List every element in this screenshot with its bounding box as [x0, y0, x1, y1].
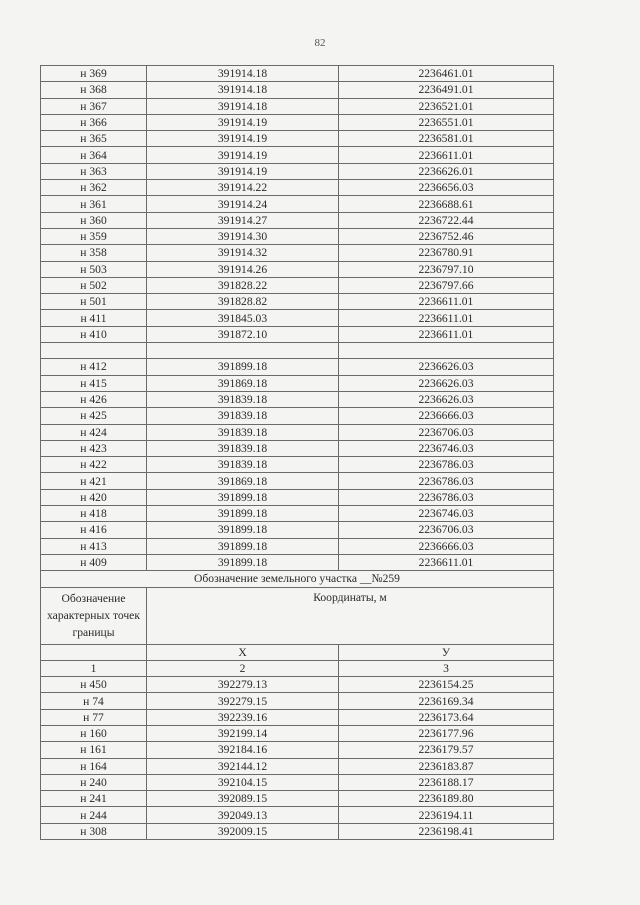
point-id: н 164	[41, 758, 147, 774]
x-coordinate: 392104.15	[147, 774, 339, 790]
x-coordinate: 391914.19	[147, 131, 339, 147]
y-coordinate: 2236666.03	[339, 538, 554, 554]
x-coordinate: 391899.18	[147, 359, 339, 375]
table-row	[41, 807, 554, 823]
table-row	[41, 506, 554, 522]
column-number-1: 1	[41, 660, 147, 676]
point-id: н 366	[41, 114, 147, 130]
point-id: н 418	[41, 506, 147, 522]
point-id: н 360	[41, 212, 147, 228]
point-id: н 369	[41, 66, 147, 82]
y-coordinate: 2236797.66	[339, 277, 554, 293]
table-row	[41, 82, 554, 98]
x-coordinate: 391869.18	[147, 375, 339, 391]
y-coordinate: 2236611.01	[339, 294, 554, 310]
y-coordinate: 2236169.34	[339, 693, 554, 709]
point-id: н 420	[41, 489, 147, 505]
x-coordinate: 391869.18	[147, 473, 339, 489]
x-coordinate: 391899.18	[147, 538, 339, 554]
y-coordinate: 2236626.01	[339, 163, 554, 179]
parcel-title: Обозначение земельного участка __№259	[41, 571, 554, 587]
parcel-header	[41, 571, 554, 677]
x-axis-label: X	[147, 644, 339, 660]
table-row	[41, 375, 554, 391]
y-coordinate: 2236797.10	[339, 261, 554, 277]
x-coordinate: 391914.27	[147, 212, 339, 228]
blank-row	[41, 343, 554, 359]
point-id: н 240	[41, 774, 147, 790]
y-coordinate: 2236154.25	[339, 677, 554, 693]
x-coordinate: 391899.18	[147, 522, 339, 538]
y-coordinate: 2236189.80	[339, 791, 554, 807]
point-id: н 415	[41, 375, 147, 391]
point-id: н 450	[41, 677, 147, 693]
table-row	[41, 294, 554, 310]
x-coordinate: 392184.16	[147, 742, 339, 758]
section-1-rows	[41, 66, 554, 343]
y-coordinate: 2236611.01	[339, 326, 554, 342]
column-number-row	[41, 660, 554, 676]
y-coordinate: 2236611.01	[339, 554, 554, 570]
table-row	[41, 554, 554, 570]
point-id: н 244	[41, 807, 147, 823]
table-row	[41, 310, 554, 326]
x-coordinate: 391914.26	[147, 261, 339, 277]
table-row	[41, 212, 554, 228]
table-row	[41, 66, 554, 82]
x-coordinate: 391914.22	[147, 180, 339, 196]
x-coordinate: 391914.19	[147, 163, 339, 179]
table-row	[41, 261, 554, 277]
x-coordinate: 391839.18	[147, 391, 339, 407]
x-coordinate: 391845.03	[147, 310, 339, 326]
x-coordinate: 391914.18	[147, 66, 339, 82]
point-id: н 412	[41, 359, 147, 375]
y-coordinate: 2236179.57	[339, 742, 554, 758]
x-coordinate: 391914.18	[147, 82, 339, 98]
x-coordinate: 392239.16	[147, 709, 339, 725]
table-row	[41, 693, 554, 709]
x-coordinate: 391839.18	[147, 457, 339, 473]
page-number: 82	[314, 37, 326, 49]
y-coordinate: 2236194.11	[339, 807, 554, 823]
point-id: н 241	[41, 791, 147, 807]
table-row	[41, 98, 554, 114]
table-row	[41, 489, 554, 505]
y-coordinate: 2236722.44	[339, 212, 554, 228]
section-3-rows	[41, 677, 554, 840]
point-id: н 77	[41, 709, 147, 725]
coordinates-header: Координаты, м	[147, 587, 554, 644]
y-coordinate: 2236183.87	[339, 758, 554, 774]
point-id: н 365	[41, 131, 147, 147]
table-row	[41, 538, 554, 554]
y-coordinate: 2236581.01	[339, 131, 554, 147]
table-row	[41, 424, 554, 440]
x-coordinate: 391899.18	[147, 506, 339, 522]
y-coordinate: 2236656.03	[339, 180, 554, 196]
y-coordinate: 2236666.03	[339, 408, 554, 424]
y-coordinate: 2236611.01	[339, 147, 554, 163]
table-row	[41, 709, 554, 725]
table-row	[41, 791, 554, 807]
x-coordinate: 391839.18	[147, 440, 339, 456]
x-coordinate: 392049.13	[147, 807, 339, 823]
point-id: н 421	[41, 473, 147, 489]
point-id: н 359	[41, 228, 147, 244]
y-coordinate: 2236706.03	[339, 522, 554, 538]
table-row	[41, 180, 554, 196]
point-id: н 411	[41, 310, 147, 326]
column-number-2: 2	[147, 660, 339, 676]
point-id: н 422	[41, 457, 147, 473]
point-id: н 410	[41, 326, 147, 342]
point-id: н 308	[41, 823, 147, 839]
table-row	[41, 359, 554, 375]
table-row	[41, 147, 554, 163]
table-row	[41, 457, 554, 473]
x-coordinate: 392089.15	[147, 791, 339, 807]
table-row	[41, 774, 554, 790]
point-id: н 161	[41, 742, 147, 758]
blank-cell	[339, 343, 554, 359]
x-coordinate: 391828.82	[147, 294, 339, 310]
x-coordinate: 391872.10	[147, 326, 339, 342]
y-coordinate: 2236491.01	[339, 82, 554, 98]
x-coordinate: 392144.12	[147, 758, 339, 774]
y-coordinate: 2236780.91	[339, 245, 554, 261]
blank-separator	[41, 343, 554, 359]
x-coordinate: 391914.18	[147, 98, 339, 114]
point-id: н 409	[41, 554, 147, 570]
y-coordinate: 2236173.64	[339, 709, 554, 725]
table-row	[41, 326, 554, 342]
point-id: н 424	[41, 424, 147, 440]
column-number-3: 3	[339, 660, 554, 676]
point-id: н 426	[41, 391, 147, 407]
point-id: н 367	[41, 98, 147, 114]
y-coordinate: 2236786.03	[339, 489, 554, 505]
table-row	[41, 131, 554, 147]
point-id: н 425	[41, 408, 147, 424]
y-axis-label: У	[339, 644, 554, 660]
y-coordinate: 2236746.03	[339, 440, 554, 456]
y-coordinate: 2236626.03	[339, 375, 554, 391]
x-coordinate: 391899.18	[147, 489, 339, 505]
x-coordinate: 392199.14	[147, 725, 339, 741]
y-coordinate: 2236786.03	[339, 473, 554, 489]
x-coordinate: 392279.13	[147, 677, 339, 693]
y-coordinate: 2236177.96	[339, 725, 554, 741]
y-coordinate: 2236746.03	[339, 506, 554, 522]
table-row	[41, 677, 554, 693]
point-id: н 361	[41, 196, 147, 212]
y-coordinate: 2236786.03	[339, 457, 554, 473]
x-coordinate: 391899.18	[147, 554, 339, 570]
axis-label-row	[41, 644, 554, 660]
section-2-rows	[41, 359, 554, 571]
table-row	[41, 228, 554, 244]
point-id: н 501	[41, 294, 147, 310]
x-coordinate: 392279.15	[147, 693, 339, 709]
point-id: н 502	[41, 277, 147, 293]
table-row	[41, 522, 554, 538]
y-coordinate: 2236521.01	[339, 98, 554, 114]
table-row	[41, 725, 554, 741]
point-id: н 74	[41, 693, 147, 709]
y-coordinate: 2236688.61	[339, 196, 554, 212]
y-coordinate: 2236626.03	[339, 391, 554, 407]
point-id: н 364	[41, 147, 147, 163]
y-coordinate: 2236706.03	[339, 424, 554, 440]
point-id: н 503	[41, 261, 147, 277]
table-row	[41, 245, 554, 261]
table-row	[41, 473, 554, 489]
table-row	[41, 391, 554, 407]
point-designation-header: Обозначение характерных точек границы	[41, 587, 147, 644]
table-row	[41, 440, 554, 456]
point-id: н 358	[41, 245, 147, 261]
point-id: н 416	[41, 522, 147, 538]
table-row	[41, 163, 554, 179]
table-row	[41, 742, 554, 758]
point-id: н 413	[41, 538, 147, 554]
x-coordinate: 391839.18	[147, 408, 339, 424]
point-id: н 362	[41, 180, 147, 196]
table-row	[41, 196, 554, 212]
x-coordinate: 391828.22	[147, 277, 339, 293]
y-coordinate: 2236188.17	[339, 774, 554, 790]
coordinates-table	[40, 65, 554, 840]
table-row	[41, 823, 554, 839]
y-coordinate: 2236461.01	[339, 66, 554, 82]
point-id: н 363	[41, 163, 147, 179]
x-coordinate: 391914.24	[147, 196, 339, 212]
y-coordinate: 2236198.41	[339, 823, 554, 839]
x-coordinate: 391914.19	[147, 114, 339, 130]
table-row	[41, 277, 554, 293]
table-row	[41, 758, 554, 774]
blank-cell	[41, 343, 147, 359]
blank-cell	[147, 343, 339, 359]
point-id: н 423	[41, 440, 147, 456]
x-coordinate: 391914.32	[147, 245, 339, 261]
point-id: н 160	[41, 725, 147, 741]
x-coordinate: 391839.18	[147, 424, 339, 440]
x-coordinate: 391914.30	[147, 228, 339, 244]
axis-empty-cell	[41, 644, 147, 660]
y-coordinate: 2236611.01	[339, 310, 554, 326]
y-coordinate: 2236551.01	[339, 114, 554, 130]
y-coordinate: 2236752.46	[339, 228, 554, 244]
table-row	[41, 408, 554, 424]
y-coordinate: 2236626.03	[339, 359, 554, 375]
column-header-row	[41, 587, 554, 644]
x-coordinate: 392009.15	[147, 823, 339, 839]
table-row	[41, 114, 554, 130]
x-coordinate: 391914.19	[147, 147, 339, 163]
parcel-title-row	[41, 571, 554, 587]
point-id: н 368	[41, 82, 147, 98]
